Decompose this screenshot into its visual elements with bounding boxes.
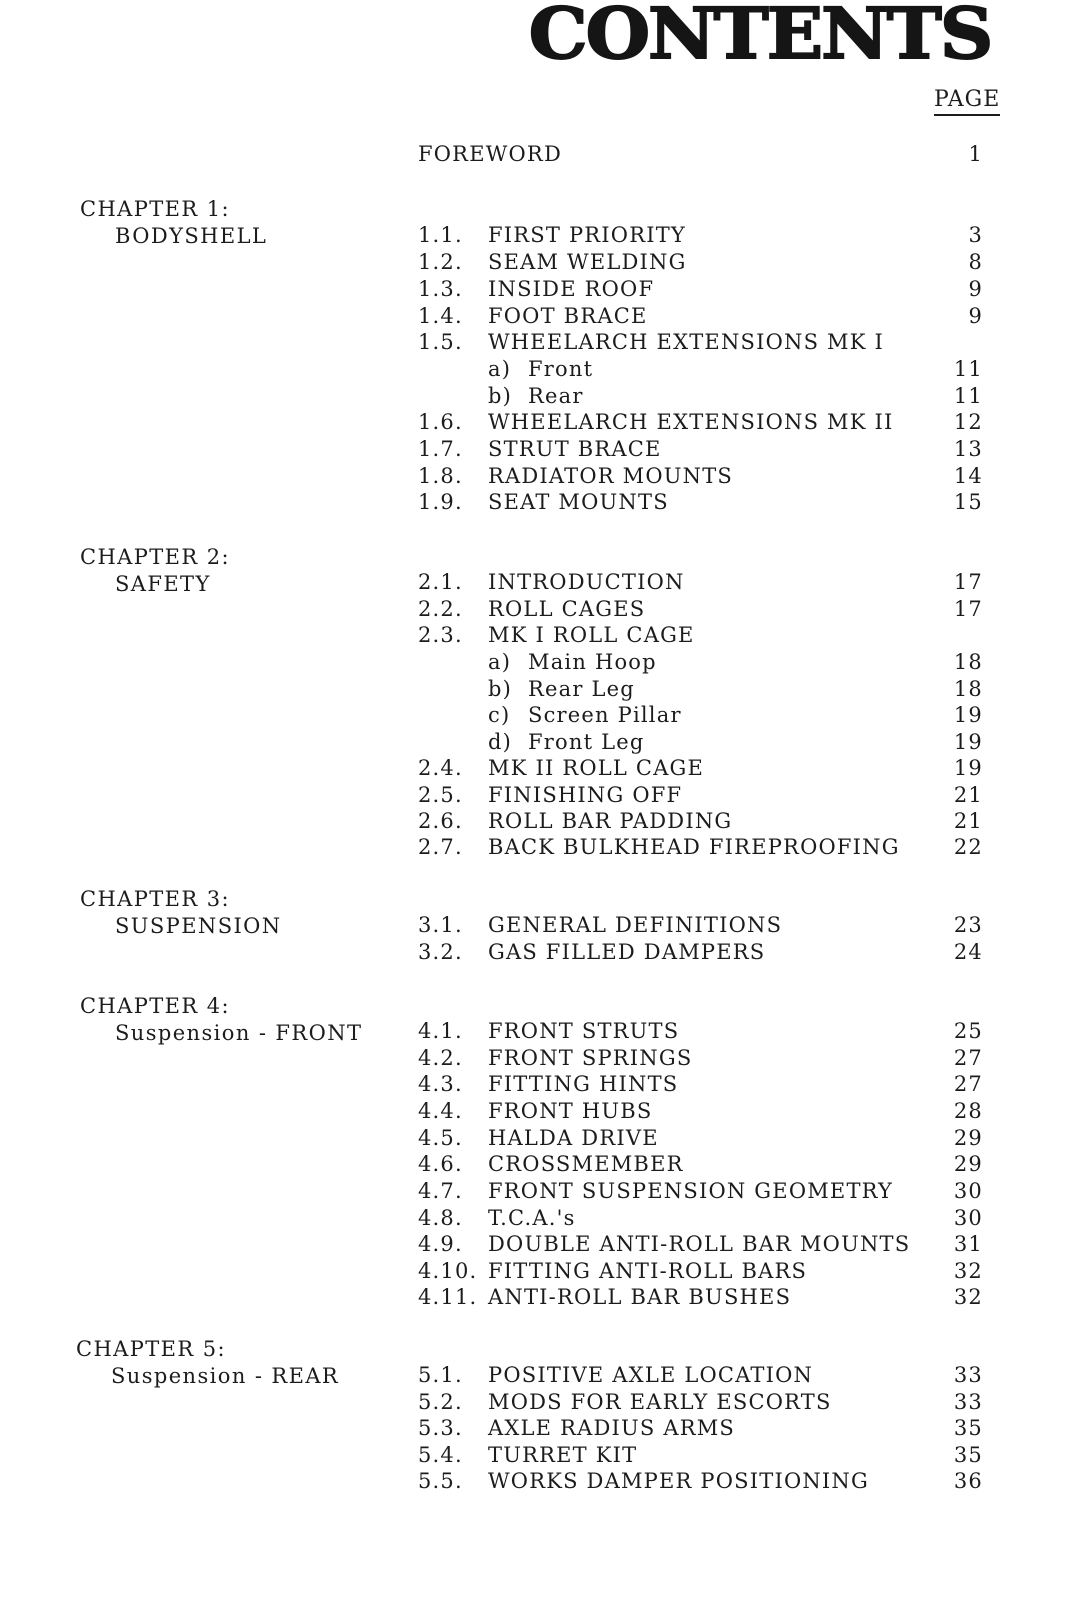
entry-page: 21 [953, 783, 983, 807]
toc-entry[interactable] [0, 489, 1087, 516]
foreword-entry[interactable] [0, 141, 1087, 168]
toc-entry[interactable] [0, 1018, 1087, 1045]
entry-number: 4.2. [418, 1046, 463, 1070]
entry-label: SEAM WELDING [488, 250, 687, 274]
entry-number: 5.2. [418, 1390, 463, 1414]
entry-number: 1.3. [418, 277, 463, 301]
entry-page: 8 [968, 250, 983, 274]
toc-entry[interactable] [0, 249, 1087, 276]
entry-label: MK I ROLL CAGE [488, 623, 695, 647]
toc-entry[interactable] [0, 939, 1087, 966]
entry-number: 5.3. [418, 1416, 463, 1440]
toc-entry[interactable] [0, 329, 1087, 356]
entry-label: HALDA DRIVE [488, 1126, 659, 1150]
entry-label: DOUBLE ANTI-ROLL BAR MOUNTS [488, 1232, 911, 1256]
entry-number: 4.6. [418, 1152, 463, 1176]
entry-label: GENERAL DEFINITIONS [488, 913, 783, 937]
chapter-subtitle: BODYSHELL [115, 224, 268, 248]
entry-number: 2.3. [418, 623, 463, 647]
toc-entry[interactable] [0, 463, 1087, 490]
entry-page: 9 [968, 304, 983, 328]
toc-entry[interactable] [0, 569, 1087, 596]
entry-page: 30 [953, 1206, 983, 1230]
entry-page: 18 [953, 677, 983, 701]
toc-entry[interactable] [0, 1468, 1087, 1495]
entry-letter: a) [488, 357, 512, 381]
toc-entry[interactable] [0, 303, 1087, 330]
entry-label: Front [528, 357, 594, 381]
entry-label: TURRET KIT [488, 1443, 638, 1467]
entry-page: 29 [953, 1126, 983, 1150]
toc-entry[interactable] [0, 1231, 1087, 1258]
entry-label: FRONT SPRINGS [488, 1046, 693, 1070]
toc-entry[interactable] [0, 1389, 1087, 1416]
entry-page: 35 [953, 1416, 983, 1440]
entry-page: 35 [953, 1443, 983, 1467]
entry-label: Front Leg [528, 730, 645, 754]
entry-label: FRONT HUBS [488, 1099, 653, 1123]
entry-label: BACK BULKHEAD FIREPROOFING [488, 835, 900, 859]
entry-letter: b) [488, 384, 513, 408]
entry-number: 2.4. [418, 756, 463, 780]
entry-number: 2.6. [418, 809, 463, 833]
entry-page: 13 [953, 437, 983, 461]
entry-number: 2.7. [418, 835, 463, 859]
entry-page: 32 [953, 1259, 983, 1283]
entry-number: 1.5. [418, 330, 463, 354]
toc-sub-entry[interactable] [0, 649, 1087, 676]
entry-number: 4.9. [418, 1232, 463, 1256]
toc-entry[interactable] [0, 222, 1087, 249]
entry-label: Screen Pillar [528, 703, 682, 727]
entry-label: RADIATOR MOUNTS [488, 464, 734, 488]
entry-letter: d) [488, 730, 513, 754]
entry-label: INTRODUCTION [488, 570, 685, 594]
toc-entry[interactable] [0, 1125, 1087, 1152]
toc-entry[interactable] [0, 276, 1087, 303]
toc-entry[interactable] [0, 1362, 1087, 1389]
entry-label: FRONT STRUTS [488, 1019, 680, 1043]
toc-entry[interactable] [0, 1205, 1087, 1232]
entry-label: FRONT SUSPENSION GEOMETRY [488, 1179, 894, 1203]
entry-page: 9 [968, 277, 983, 301]
toc-entry[interactable] [0, 1045, 1087, 1072]
entry-number: 4.10. [418, 1259, 478, 1283]
toc-entry[interactable] [0, 912, 1087, 939]
entry-number: 4.1. [418, 1019, 463, 1043]
chapter-subtitle: SAFETY [115, 572, 211, 596]
toc-sub-entry[interactable] [0, 383, 1087, 410]
page-column-header: PAGE [934, 86, 1000, 116]
toc-entry[interactable] [0, 1151, 1087, 1178]
entry-label: FITTING ANTI-ROLL BARS [488, 1259, 808, 1283]
entry-number: 3.2. [418, 940, 463, 964]
entry-number: 1.2. [418, 250, 463, 274]
toc-entry[interactable] [0, 596, 1087, 623]
entry-letter: b) [488, 677, 513, 701]
entry-number: 4.11. [418, 1285, 478, 1309]
toc-entry[interactable] [0, 782, 1087, 809]
entry-page: 32 [953, 1285, 983, 1309]
entry-page: 17 [953, 570, 983, 594]
toc-entry[interactable] [0, 1442, 1087, 1469]
chapter-subtitle: SUSPENSION [115, 914, 282, 938]
entry-page: 11 [953, 384, 983, 408]
entry-letter: a) [488, 650, 512, 674]
entry-page: 27 [953, 1046, 983, 1070]
entry-page: 12 [953, 410, 983, 434]
entry-page: 1 [968, 142, 983, 166]
toc-entry[interactable] [0, 1415, 1087, 1442]
chapter-heading: CHAPTER 2: [80, 545, 230, 569]
entry-page: 36 [953, 1469, 983, 1493]
chapter-heading: CHAPTER 1: [80, 197, 230, 221]
toc-entry[interactable] [0, 1098, 1087, 1125]
entry-page: 19 [953, 756, 983, 780]
entry-number: 1.7. [418, 437, 463, 461]
entry-page: 19 [953, 730, 983, 754]
entry-label: ROLL CAGES [488, 597, 646, 621]
entry-page: 24 [953, 940, 983, 964]
toc-entry[interactable] [0, 808, 1087, 835]
entry-page: 27 [953, 1072, 983, 1096]
toc-entry[interactable] [0, 1284, 1087, 1311]
entry-label: CROSSMEMBER [488, 1152, 684, 1176]
entry-number: 1.8. [418, 464, 463, 488]
entry-label: POSITIVE AXLE LOCATION [488, 1363, 814, 1387]
toc-sub-entry[interactable] [0, 702, 1087, 729]
entry-label: INSIDE ROOF [488, 277, 655, 301]
entry-page: 23 [953, 913, 983, 937]
entry-number: 5.4. [418, 1443, 463, 1467]
toc-entry[interactable] [0, 436, 1087, 463]
entry-label: FITTING HINTS [488, 1072, 679, 1096]
entry-number: 2.2. [418, 597, 463, 621]
entry-page: 28 [953, 1099, 983, 1123]
toc-entry[interactable] [0, 622, 1087, 649]
chapter-subtitle: Suspension - FRONT [115, 1021, 363, 1045]
entry-number: 3.1. [418, 913, 463, 937]
entry-number: 1.9. [418, 490, 463, 514]
entry-page: 17 [953, 597, 983, 621]
entry-page: 11 [953, 357, 983, 381]
chapter-heading: CHAPTER 5: [76, 1337, 226, 1361]
entry-letter: c) [488, 703, 511, 727]
entry-page: 21 [953, 809, 983, 833]
chapter-subtitle: Suspension - REAR [111, 1364, 340, 1388]
entry-number: 4.7. [418, 1179, 463, 1203]
entry-number: 2.1. [418, 570, 463, 594]
entry-label: MK II ROLL CAGE [488, 756, 705, 780]
entry-number: 5.1. [418, 1363, 463, 1387]
entry-number: 4.4. [418, 1099, 463, 1123]
entry-number: 1.4. [418, 304, 463, 328]
entry-page: 29 [953, 1152, 983, 1176]
entry-number: 4.8. [418, 1206, 463, 1230]
entry-number: 1.6. [418, 410, 463, 434]
entry-number: 4.3. [418, 1072, 463, 1096]
entry-page: 33 [953, 1363, 983, 1387]
toc-entry[interactable] [0, 1258, 1087, 1285]
entry-page: 15 [953, 490, 983, 514]
entry-label: WHEELARCH EXTENSIONS MK II [488, 410, 894, 434]
entry-page: 19 [953, 703, 983, 727]
toc-entry[interactable] [0, 409, 1087, 436]
entry-page: 18 [953, 650, 983, 674]
entry-number: 5.5. [418, 1469, 463, 1493]
entry-number: 4.5. [418, 1126, 463, 1150]
entry-label: Main Hoop [528, 650, 657, 674]
entry-number: 2.5. [418, 783, 463, 807]
toc-entry[interactable] [0, 755, 1087, 782]
entry-label: ROLL BAR PADDING [488, 809, 733, 833]
entry-label: FOREWORD [418, 142, 562, 166]
chapter-heading: CHAPTER 3: [80, 887, 230, 911]
entry-page: 22 [953, 835, 983, 859]
page-title: CONTENTS [528, 0, 992, 76]
entry-page: 33 [953, 1390, 983, 1414]
entry-label: WORKS DAMPER POSITIONING [488, 1469, 869, 1493]
entry-page: 14 [953, 464, 983, 488]
chapter-heading: CHAPTER 4: [80, 994, 230, 1018]
toc-entry[interactable] [0, 1071, 1087, 1098]
entry-number: 1.1. [418, 223, 463, 247]
entry-label: SEAT MOUNTS [488, 490, 669, 514]
entry-page: 30 [953, 1179, 983, 1203]
entry-label: FOOT BRACE [488, 304, 648, 328]
entry-label: ANTI-ROLL BAR BUSHES [488, 1285, 792, 1309]
entry-page: 31 [953, 1232, 983, 1256]
toc-sub-entry[interactable] [0, 676, 1087, 703]
entry-label: AXLE RADIUS ARMS [488, 1416, 736, 1440]
toc-sub-entry[interactable] [0, 729, 1087, 756]
entry-label: Rear Leg [528, 677, 635, 701]
entry-label: FINISHING OFF [488, 783, 683, 807]
toc-entry[interactable] [0, 1178, 1087, 1205]
toc-entry[interactable] [0, 834, 1087, 861]
entry-label: T.C.A.'s [488, 1206, 576, 1230]
entry-label: Rear [528, 384, 584, 408]
entry-label: MODS FOR EARLY ESCORTS [488, 1390, 832, 1414]
entry-label: GAS FILLED DAMPERS [488, 940, 766, 964]
entry-label: STRUT BRACE [488, 437, 662, 461]
entry-page: 25 [953, 1019, 983, 1043]
entry-page: 3 [968, 223, 983, 247]
toc-sub-entry[interactable] [0, 356, 1087, 383]
entry-label: FIRST PRIORITY [488, 223, 686, 247]
entry-label: WHEELARCH EXTENSIONS MK I [488, 330, 885, 354]
